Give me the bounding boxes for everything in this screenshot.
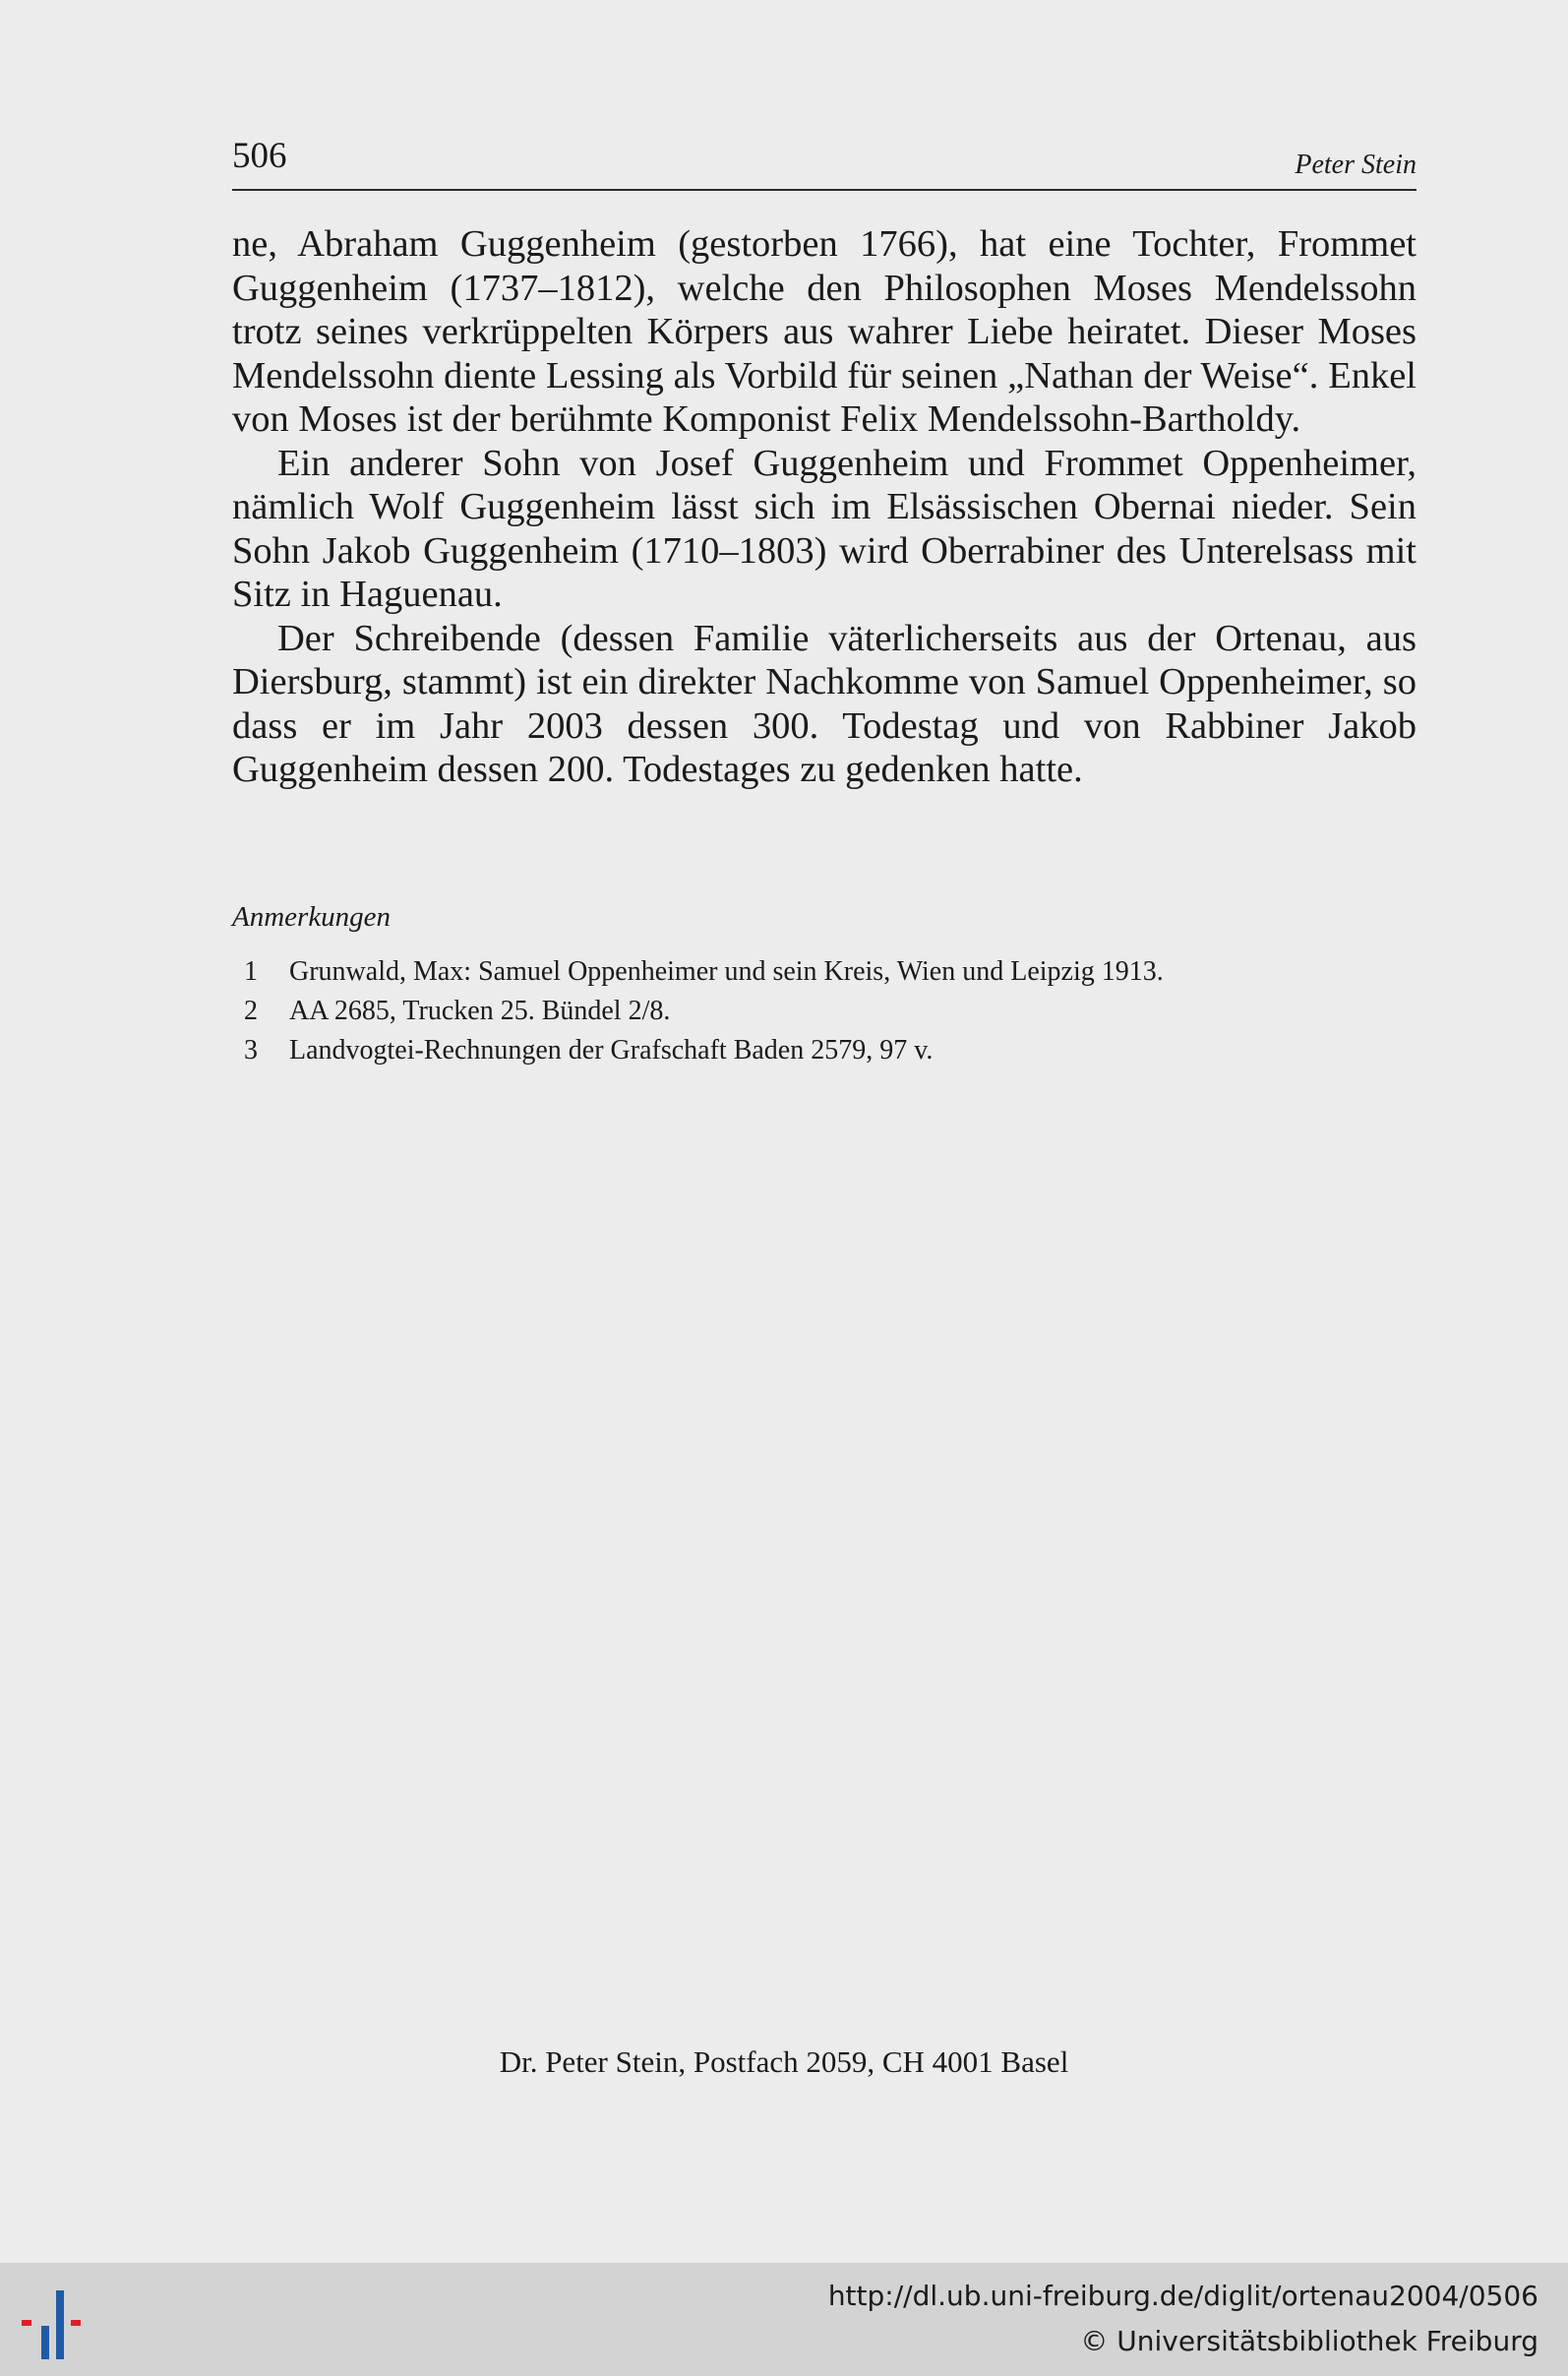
note-text: AA 2685, Trucken 25. Bündel 2/8. bbox=[289, 996, 671, 1026]
page-number: 506 bbox=[232, 136, 287, 176]
paragraph: Der Schreibende (dessen Familie väterlicherseits aus der Ortenau, aus Diersburg, stammt) ist ein direkter Nachkomme von Samuel Oppenheimer, so dass er im Jahr 2003 dessen 300. Todestag und von Rabbiner Jakob Guggenheim dessen 200. Todestages zu gedenken hatte. bbox=[232, 617, 1417, 790]
note-item bbox=[232, 952, 1417, 992]
footer-copyright: © Universitätsbibliothek Freiburg bbox=[1080, 2325, 1538, 2357]
footer-url-link[interactable]: http://dl.ub.uni-freiburg.de/diglit/ortenau2004/0506 bbox=[827, 2280, 1538, 2312]
notes-heading: Anmerkungen bbox=[232, 901, 392, 933]
note-number: 3 bbox=[244, 1035, 258, 1066]
note-number: 2 bbox=[244, 996, 258, 1026]
paragraph: Ein anderer Sohn von Josef Guggenheim und Frommet Oppenheimer, nämlich Wolf Guggenheim lässt sich im Elsässischen Obernai nieder. Sein Sohn Jakob Guggenheim (1710–1803) wird Oberrabiner des Unterelsass mit Sitz in Haguenau. bbox=[232, 442, 1417, 615]
note-text: Landvogtei-Rechnungen der Grafschaft Baden 2579, 97 v. bbox=[289, 1035, 934, 1066]
note-text: Grunwald, Max: Samuel Oppenheimer und sein Kreis, Wien und Leipzig 1913. bbox=[289, 956, 1164, 987]
note-item bbox=[232, 992, 1417, 1031]
note-item bbox=[232, 1031, 1417, 1070]
notes-list bbox=[232, 952, 1417, 1070]
ub-freiburg-logo-icon[interactable] bbox=[20, 2283, 98, 2361]
page-header bbox=[232, 134, 1417, 191]
footer-band bbox=[0, 2263, 1568, 2376]
author-address: Dr. Peter Stein, Postfach 2059, CH 4001 Basel bbox=[499, 2044, 1069, 2079]
note-number: 1 bbox=[244, 956, 258, 987]
running-head: Peter Stein bbox=[1295, 150, 1417, 180]
paragraph: ne, Abraham Guggenheim (gestorben 1766), hat eine Tochter, Frommet Guggenheim (1737–1812), welche den Philosophen Moses Mendelssohn trotz seines verkrüppelten Körpers aus wahrer Liebe heiratet. Dieser Moses Mendelssohn diente Lessing als Vorbild für seinen „Nathan der Weise“. Enkel von Moses ist der berühmte Komponist Felix Mendelssohn-Bartholdy. bbox=[232, 223, 1417, 440]
body-text bbox=[232, 222, 1417, 792]
